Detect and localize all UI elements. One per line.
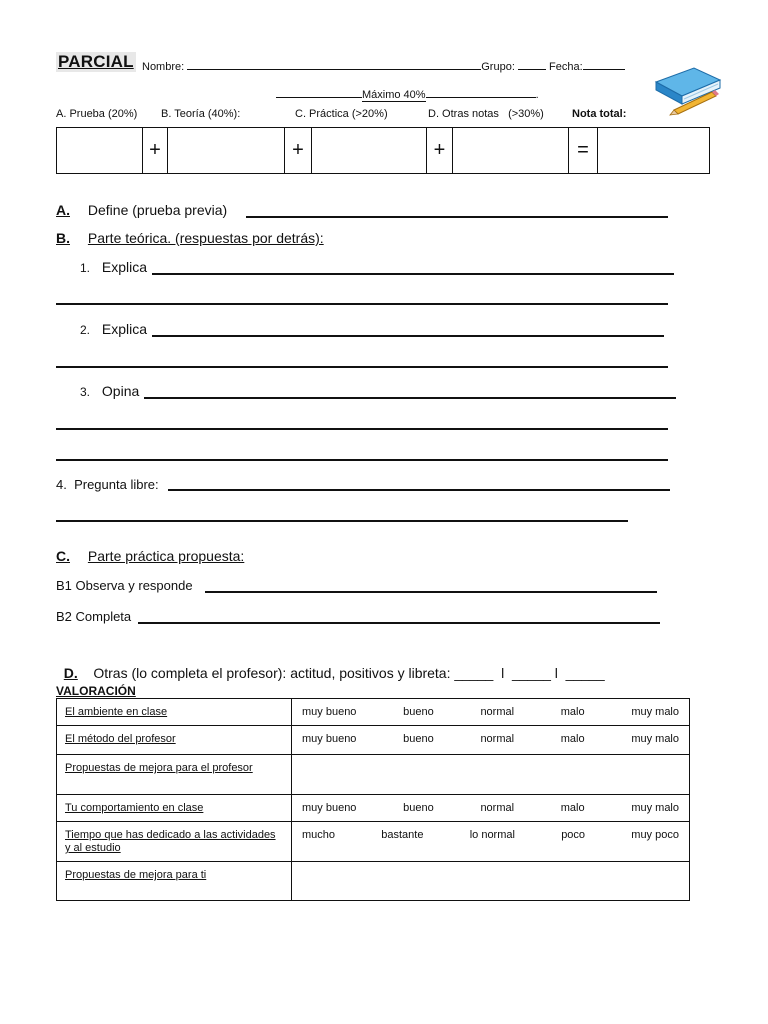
rating-cell (292, 699, 690, 726)
item-number: 3. (80, 385, 91, 399)
section-b-letter: B. (56, 230, 70, 246)
score-b-cell[interactable] (168, 128, 285, 173)
rating-option[interactable]: muy bueno (302, 733, 357, 745)
page-title: PARCIAL (58, 52, 134, 71)
rating-option[interactable]: muy malo (631, 706, 679, 718)
grade-total-label: Nota total: (572, 108, 627, 120)
maximo-rule-left (276, 86, 362, 98)
score-c-cell[interactable] (312, 128, 427, 173)
table-row (57, 862, 690, 901)
rating-option[interactable]: normal (480, 733, 515, 745)
section-c-letter: C. (56, 548, 70, 564)
score-total-cell[interactable] (598, 128, 709, 173)
section-d-pad (78, 665, 94, 681)
rating-option[interactable]: muy bueno (302, 706, 357, 718)
rating-option[interactable]: bueno (403, 706, 434, 718)
nombre-field[interactable] (142, 58, 625, 73)
rating-option[interactable]: malo (560, 706, 585, 718)
section-d-letter: D. (63, 665, 78, 681)
write-in-cell[interactable] (292, 755, 690, 795)
table-row (57, 726, 690, 755)
answer-line[interactable] (56, 428, 668, 430)
row-label: Tu comportamiento en clase (57, 795, 292, 822)
answer-line[interactable] (152, 273, 674, 275)
item-4-label: 4. Pregunta libre: (56, 477, 159, 492)
rating-option[interactable]: lo normal (469, 829, 515, 841)
section-d (56, 649, 605, 681)
answer-line[interactable] (56, 303, 668, 305)
answer-line[interactable] (205, 591, 657, 593)
rating-option[interactable]: normal (480, 802, 515, 814)
answer-line[interactable] (138, 622, 660, 624)
answer-line[interactable] (152, 335, 664, 337)
grade-a-label: A. Prueba (20%) (56, 108, 138, 120)
item-label: Opina (101, 383, 140, 399)
section-c-text: Parte práctica propuesta: (87, 548, 245, 564)
rating-option[interactable]: muy malo (631, 802, 679, 814)
rating-option[interactable]: bueno (403, 802, 434, 814)
plus-sign: + (427, 128, 453, 173)
answer-line[interactable] (246, 216, 668, 218)
grupo-line (518, 58, 546, 70)
item-number: 2. (80, 323, 91, 337)
b2-label: B2 Completa (56, 609, 132, 624)
plus-sign: + (285, 128, 312, 173)
rating-option[interactable]: muy malo (631, 733, 679, 745)
section-b-text: Parte teórica. (respuestas por detrás): (87, 230, 324, 246)
fecha-label: Fecha: (549, 61, 583, 73)
valoracion-table (56, 698, 690, 901)
row-label: Propuestas de mejora para el profesor (57, 755, 292, 795)
table-row (57, 822, 690, 862)
rating-option[interactable]: bueno (403, 733, 434, 745)
nombre-line (187, 58, 481, 70)
section-c (56, 548, 244, 564)
section-a-letter: A. (56, 202, 70, 218)
rating-option[interactable]: mucho (302, 829, 336, 841)
section-d-text: Otras (lo completa el profesor): actitud, positivos y libreta: _____ l _____ l _____ (93, 665, 605, 681)
rating-option[interactable]: malo (560, 733, 585, 745)
answer-line[interactable] (168, 489, 670, 491)
item-label: Explica (101, 259, 148, 275)
row-label: El método del profesor (57, 726, 292, 755)
rating-cell (292, 822, 690, 862)
maximo-dot: . (535, 89, 539, 101)
answer-line[interactable] (56, 520, 628, 522)
rating-option[interactable]: poco (561, 829, 586, 841)
section-a-text: Define (prueba previa) (87, 202, 228, 218)
item-2 (80, 321, 147, 337)
fecha-line (583, 58, 625, 70)
rating-cell (292, 726, 690, 755)
section-a (56, 202, 227, 218)
rating-option[interactable]: muy bueno (302, 802, 357, 814)
score-table (56, 127, 710, 174)
answer-line[interactable] (144, 397, 676, 399)
equals-sign: = (569, 128, 598, 173)
item-number: 1. (80, 261, 91, 275)
table-row (57, 699, 690, 726)
valoracion-title: VALORACIÓN (56, 684, 136, 698)
plus-sign: + (143, 128, 168, 173)
row-label: Propuestas de mejora para ti (57, 862, 292, 901)
answer-line[interactable] (56, 366, 668, 368)
table-row (57, 795, 690, 822)
grupo-label: Grupo: (481, 61, 515, 73)
maximo-label: Máximo 40% (362, 89, 426, 101)
item-3 (80, 383, 139, 399)
row-label: El ambiente en clase (57, 699, 292, 726)
score-d-cell[interactable] (453, 128, 569, 173)
grade-c-label: C. Práctica (>20%) (295, 108, 388, 120)
rating-option[interactable]: malo (560, 802, 585, 814)
nombre-label: Nombre: (142, 61, 185, 73)
table-row (57, 755, 690, 795)
row-label: Tiempo que has dedicado a las actividades y al estudio (57, 822, 292, 862)
rating-option[interactable]: normal (480, 706, 515, 718)
item-1 (80, 259, 147, 275)
book-pencil-icon (650, 60, 722, 116)
rating-option[interactable]: muy poco (631, 829, 679, 841)
write-in-cell[interactable] (292, 862, 690, 901)
rating-cell (292, 795, 690, 822)
maximo-rule-right (426, 86, 536, 98)
answer-line[interactable] (56, 459, 668, 461)
maximo-line (276, 86, 539, 101)
grade-b-label: B. Teoría (40%): (161, 108, 241, 120)
b1-label: B1 Observa y responde (56, 578, 193, 593)
score-a-cell[interactable] (57, 128, 143, 173)
item-label: Explica (101, 321, 148, 337)
rating-option[interactable]: bastante (381, 829, 424, 841)
grade-d-label: D. Otras notas (>30%) (428, 108, 544, 120)
section-b (56, 230, 324, 246)
